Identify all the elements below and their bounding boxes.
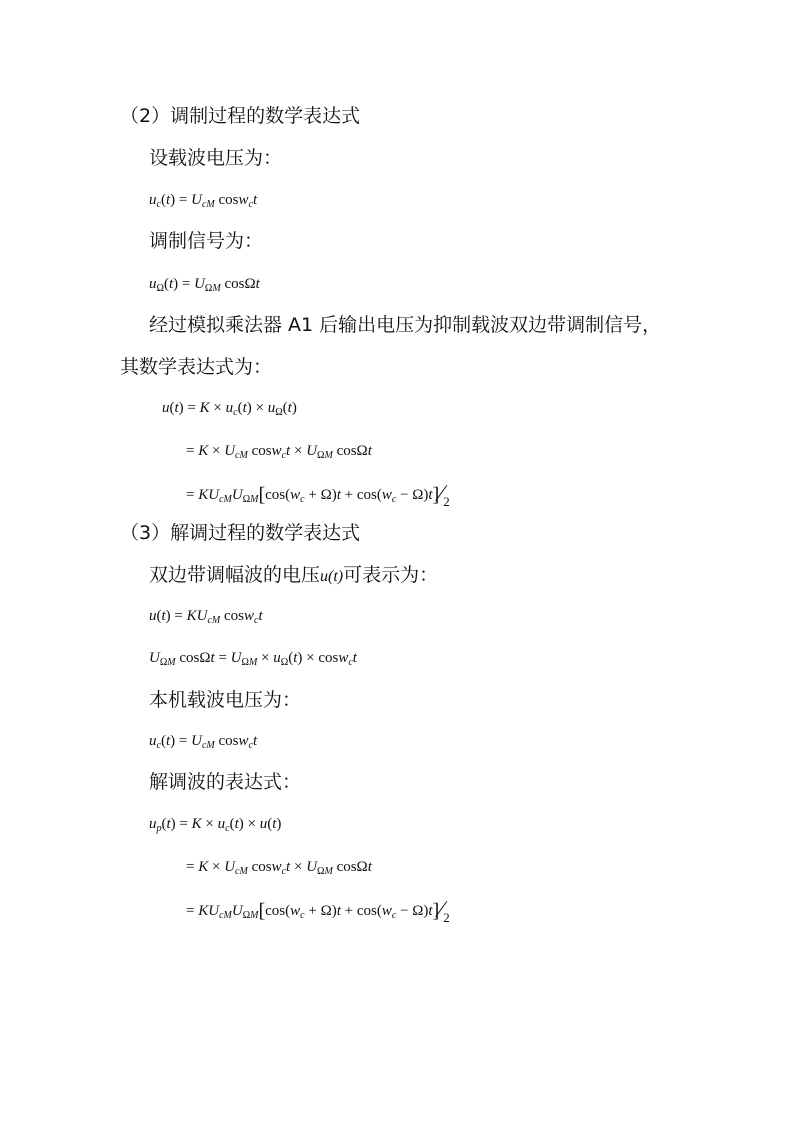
local-carrier-intro: 本机载波电压为： <box>149 689 302 711</box>
dsb-intro-text-after: 可表示为： <box>343 564 439 586</box>
carrier-voltage-intro: 设载波电压为： <box>149 147 283 169</box>
equation-product-line-3: = $KU_{cM}U_{\Omega M}[\cos(w_c + \Omega)t + \cos(w_c$ − Ω)t]∕2 <box>186 481 450 509</box>
equation-demod-line-2: = $K \times U_{cM}$ $\cos w_ct \times U_{\Omega M}$ cosΩt <box>186 859 372 877</box>
equation-dsb-wave: $u(t) = KU_{cM}$ cosw$_c$t <box>149 608 263 626</box>
equation-dsb-wave-expanded: $U_{\Omega M}$ $\cos\Omega t = U_{\Omega M} \times u_\Omega(t) \times \cos w_ct$ <box>149 650 357 668</box>
section-heading-demodulation: （3）解调过程的数学表达式 <box>120 522 361 544</box>
equation-product-line-2: = $K \times U_{cM}$ $\cos w_ct \times U_{\Omega M}$ cosΩt <box>186 443 372 461</box>
equation-product-line-1: $u(t) = K \times u_c(t) \times u_\Omega(t)$ <box>162 400 297 418</box>
dsb-intro-math: u(t) <box>320 568 344 585</box>
dsb-voltage-intro <box>149 563 438 589</box>
equation-modulation-signal: $u_\Omega(t) = U_{\Omega M}$ cosΩt <box>149 276 260 294</box>
section-heading-modulation: （2）调制过程的数学表达式 <box>120 105 361 127</box>
equation-demod-line-1: $u_p(t) = K \times u_c(t) \times u(t)$ <box>149 816 282 834</box>
multiplier-paragraph-line-2: 其数学表达式为： <box>120 356 273 378</box>
equation-demod-line-3: = $KU_{cM}U_{\Omega M}[\cos(w_c + \Omega)t + \cos(w_c$ − Ω)t]∕2 <box>186 897 450 925</box>
equation-carrier-voltage: $u_c(t) = U_{cM}$ cosw$_c$t <box>149 192 258 210</box>
multiplier-paragraph-line-1: 经过模拟乘法器 A1 后输出电压为抑制载波双边带调制信号， <box>149 314 662 336</box>
modulation-signal-intro: 调制信号为： <box>149 230 264 252</box>
dsb-intro-text-before: 双边带调幅波的电压 <box>149 564 321 586</box>
equation-local-carrier: $u_c(t) = U_{cM}$ cosw$_c$t <box>149 733 258 751</box>
demodulated-wave-intro: 解调波的表达式： <box>149 771 302 793</box>
